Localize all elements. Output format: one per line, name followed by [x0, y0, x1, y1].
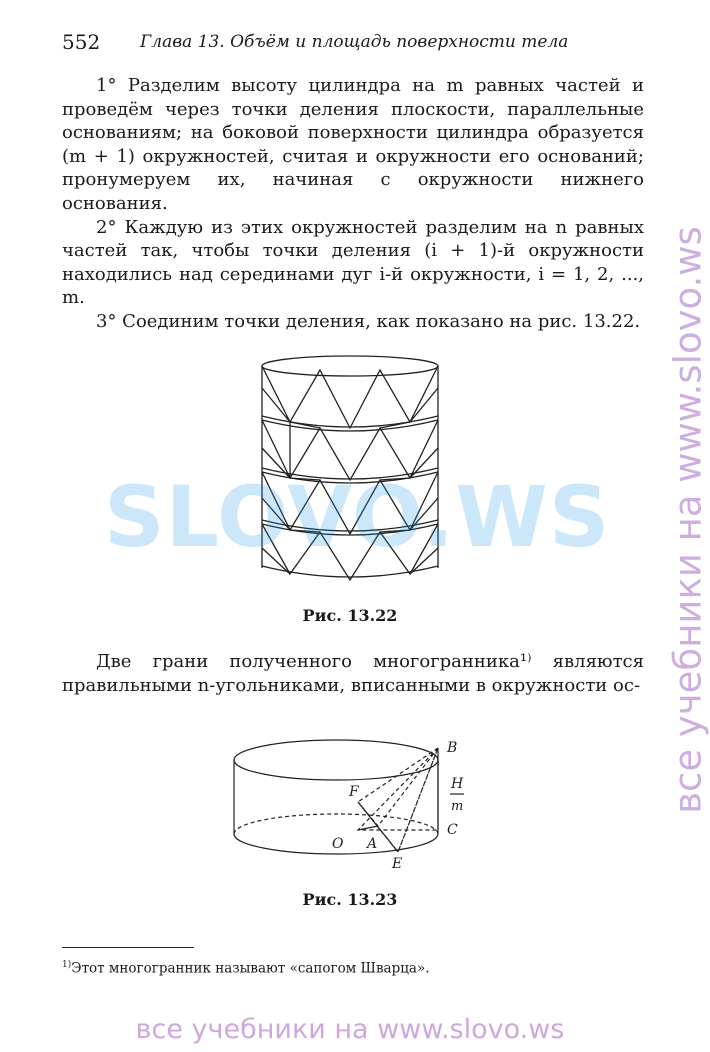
- label-H: H: [451, 776, 464, 792]
- paragraph-1: 1° Разделим высоту цилиндра на m равных частей и проведём через точки деления плоскости, параллельные основаниям; на боковой поверхности цилиндра образуется (m + 1) окружностей, считая и окружности его оснований; пронумеруем их, начиная с окружности нижнего основания.: [62, 75, 644, 214]
- watermark-side: все учебники на www.slovo.ws: [666, 226, 710, 814]
- footnote-rule: [62, 947, 194, 948]
- footnote-marker: 1): [62, 960, 72, 970]
- figure-13-23: [228, 730, 468, 878]
- body-text: [62, 74, 644, 334]
- page-number: 552: [62, 30, 101, 54]
- label-m: m: [451, 799, 464, 814]
- label-B: B: [447, 740, 458, 756]
- footnote: [62, 960, 430, 977]
- watermark-bottom: все учебники на www.slovo.ws: [135, 1014, 565, 1045]
- lantern-top-ring: [262, 356, 438, 376]
- paragraph-2: 2° Каждую из этих окружностей разделим на n равных частей так, чтобы точки деления (i + 1)-й окружности находились над серединами дуг i-й окружности, i = 1, 2, ..., m.: [62, 216, 644, 309]
- label-C: C: [447, 822, 458, 838]
- label-A: A: [367, 836, 378, 852]
- cylinder-top-ellipse: [234, 740, 438, 780]
- label-O: O: [332, 836, 344, 852]
- figure-13-22-caption: Рис. 13.22: [302, 606, 398, 625]
- label-F: F: [349, 784, 359, 800]
- page-header: [62, 30, 642, 60]
- cylinder-bottom-back: [234, 814, 438, 834]
- paragraph-3: 3° Соединим точки деления, как показано на рис. 13.22.: [96, 310, 641, 332]
- running-title: Глава 13. Объём и площадь поверхности тела: [140, 32, 569, 52]
- watermark-center: SLOVO.WS: [104, 468, 611, 566]
- figure-13-23-caption: Рис. 13.23: [302, 890, 398, 909]
- paragraph-4: Две грани полученного многогранника¹⁾ являются правильными n-угольниками, вписанными в окружности ос-: [62, 651, 644, 696]
- label-E: E: [392, 856, 403, 872]
- paragraph-after-figure: [62, 650, 644, 697]
- lantern-band-1: [262, 366, 438, 428]
- cylinder-sides: [234, 760, 438, 834]
- footnote-text: Этот многогранник называют «сапогом Шварца».: [71, 960, 430, 977]
